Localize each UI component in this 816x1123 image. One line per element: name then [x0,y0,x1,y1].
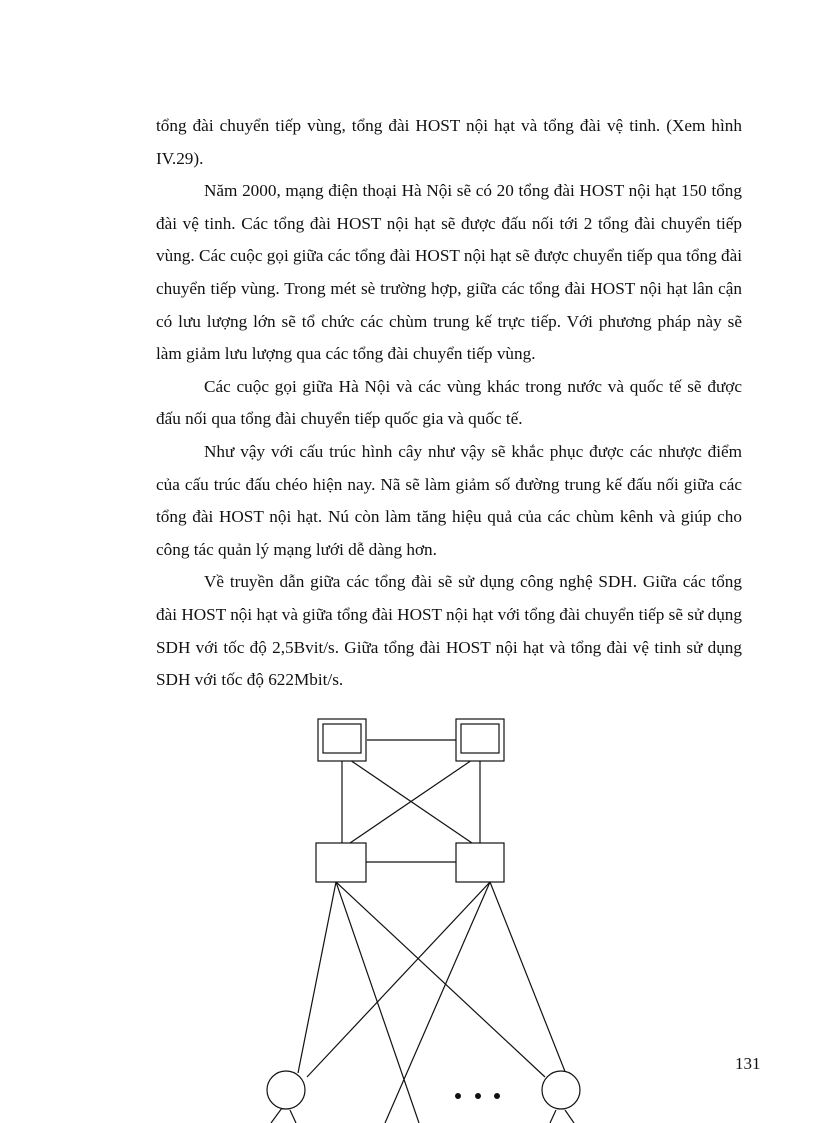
link-host2-satellite1 [307,882,490,1077]
paragraph-2: Năm 2000, mạng điện thoại Hà Nội sẽ có 20 tổng đài HOST nội hạt 150 tổng đài vệ tinh. Các tổng đài HOST nội hạt sẽ được đấu nối tới 2 tổng đài chuyển tiếp vùng. Các cuộc gọi giữa các tổng đài HOST nội hạt sẽ được chuyển tiếp qua tổng đài chuyển tiếp vùng. Trong mét sè trường hợp, giữa các tổng đài HOST nội hạt lân cận có lưu lượng lớn sẽ tổ chức các chùm trung kế trực tiếp. Với phương pháp này sẽ làm giảm lưu lượng qua các tổng đài chuyển tiếp vùng. [156,181,742,364]
link-host1-satellite2 [336,882,545,1077]
link-host1-satellite1 [298,882,336,1073]
paragraph-1: tổng đài chuyển tiếp vùng, tổng đài HOST nội hạt và tổng đài vệ tinh. (Xem hình IV.29). [156,116,742,168]
satellite2-tail-left [550,1110,556,1123]
host-exchange-right [456,843,504,882]
page-number: 131 [735,1054,761,1073]
transit-exchange-left [318,719,366,761]
transit-exchange-right [456,719,504,761]
satellite1-tail-left [271,1108,282,1123]
paragraph-4: Như vậy với cấu trúc hình cây như vậy sẽ khắc phục được các nhược điểm của cấu trúc đấu chéo hiện nay. Nã sẽ làm giảm số đường trung kế đấu nối giữa các tổng đài HOST nội hạt. Nú còn làm tăng hiệu quả của các chùm kênh và giúp cho công tác quản lý mạng lưới dễ dàng hơn. [156,441,742,559]
satellite-exchange-left [267,1071,305,1109]
link-host2-satellite2 [490,882,566,1074]
host-exchange-left [316,843,366,882]
ellipsis-dot [494,1093,500,1099]
satellite1-tail-right [290,1110,296,1123]
satellite-exchange-right [542,1071,580,1109]
paragraph-3: Các cuộc gọi giữa Hà Nội và các vùng khác trong nước và quốc tế sẽ được đấu nối qua tổng đài chuyển tiếp quốc gia và quốc tế. [156,376,742,429]
link-host2-offpage [385,882,490,1123]
ellipsis-dot [455,1093,461,1099]
satellite2-tail-right [565,1110,574,1123]
paragraph-5: Về truyền dẫn giữa các tổng đài sẽ sử dụng công nghệ SDH. Giữa các tổng đài HOST nội hạt và giữa tổng đài HOST nội hạt với tổng đài chuyển tiếp sẽ sử dụng SDH với tốc độ 2,5Bvit/s. Giữa tổng đài HOST nội hạt và tổng đài vệ tinh sử dụng SDH với tốc độ 622Mbit/s. [156,572,742,690]
ellipsis-dot [475,1093,481,1099]
